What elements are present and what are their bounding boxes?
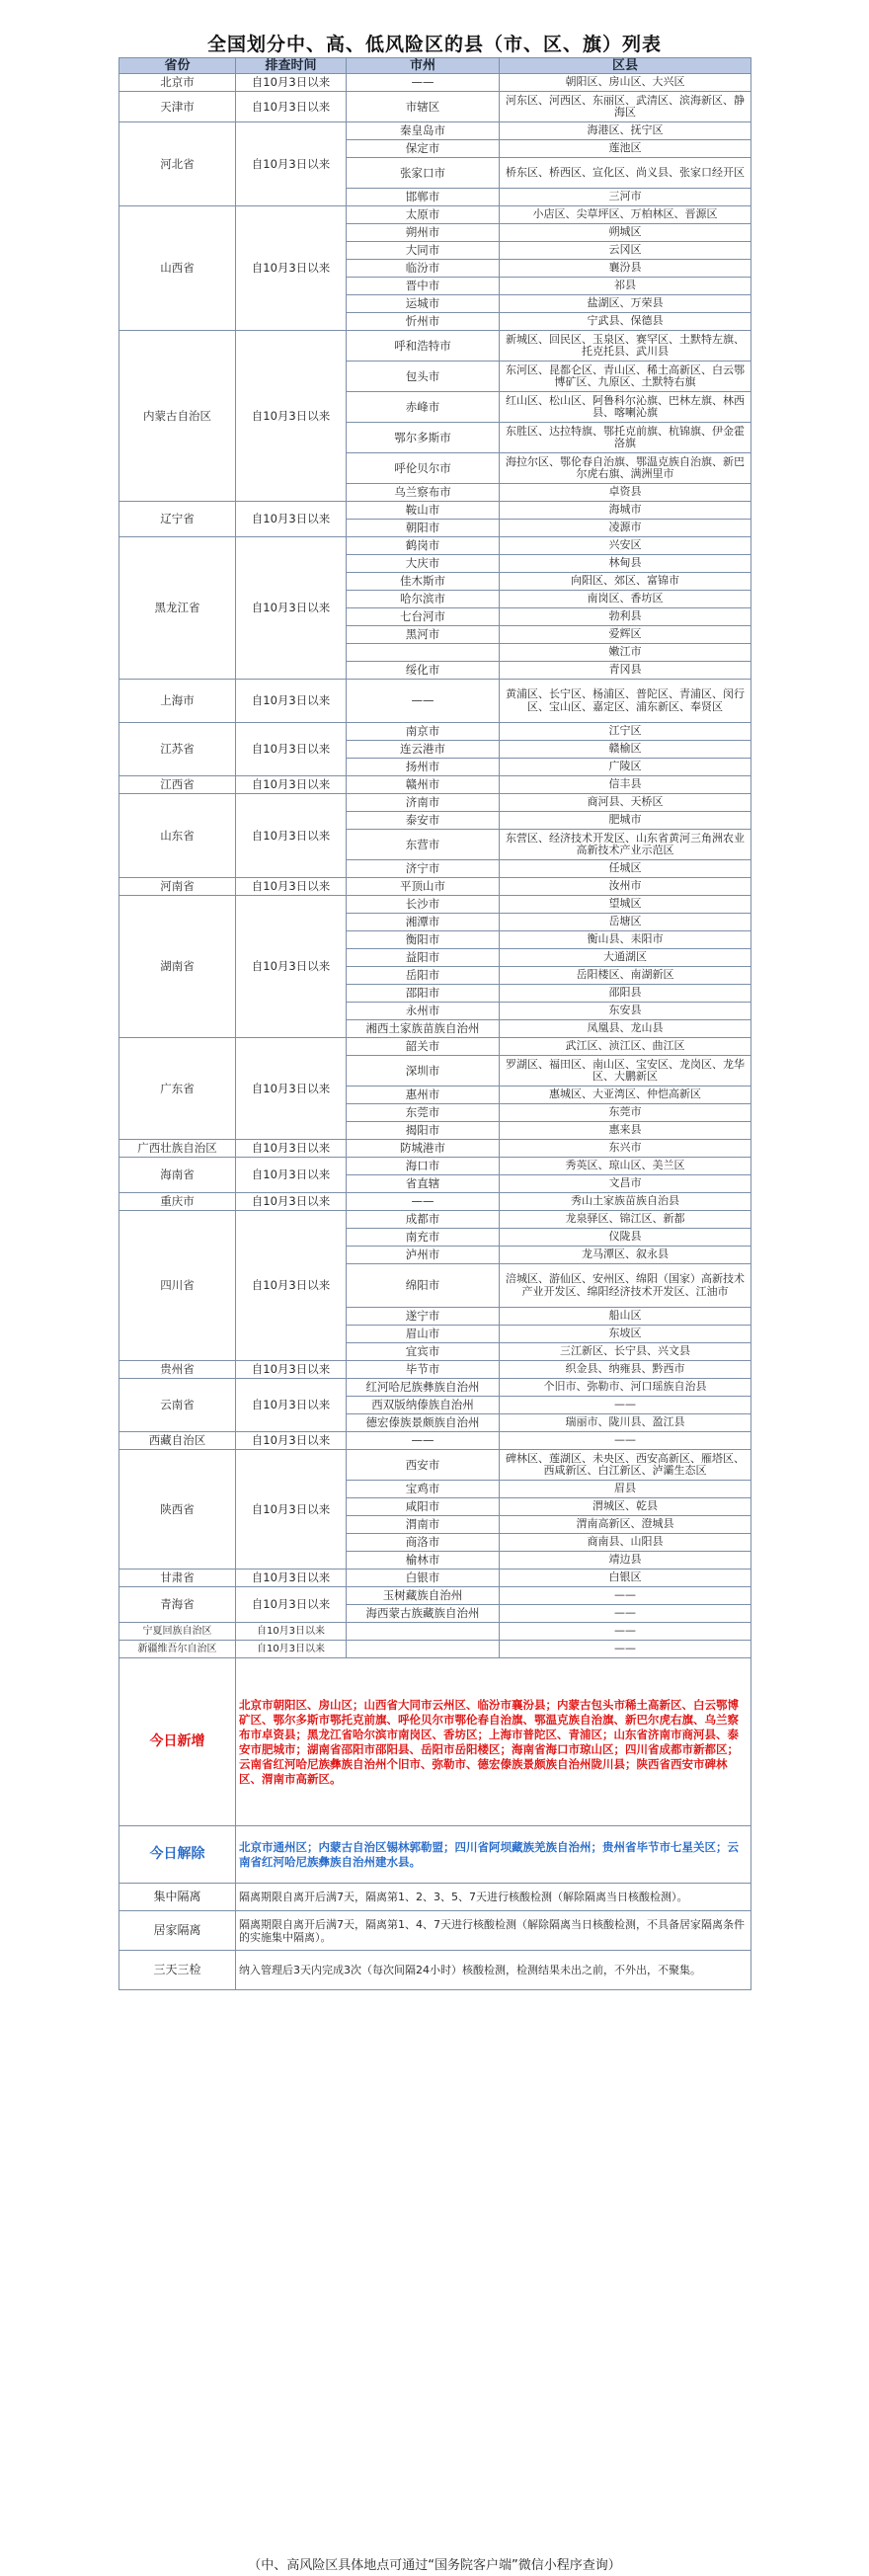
- city-cell: 泸州市: [347, 1247, 500, 1264]
- table-row: [119, 1193, 751, 1211]
- city-cell: 扬州市: [347, 759, 500, 776]
- table-row: [119, 502, 751, 520]
- city-cell: 赣州市: [347, 776, 500, 794]
- district-cell: 云冈区: [500, 242, 751, 260]
- province-cell: 山西省: [119, 206, 236, 331]
- table-row: [119, 776, 751, 794]
- city-cell: 宜宾市: [347, 1343, 500, 1361]
- district-cell: 东营区、经济技术开发区、山东省黄河三角洲农业高新技术产业示范区: [500, 830, 751, 860]
- province-cell: 内蒙古自治区: [119, 331, 236, 502]
- today-lift-row-text: 北京市通州区；内蒙古自治区锡林郭勒盟；四川省阿坝藏族羌族自治州；贵州省毕节市七星关区；云南省红河哈尼族彝族自治州建水县。: [236, 1826, 751, 1884]
- district-cell: 信丰县: [500, 776, 751, 794]
- city-cell: 泰安市: [347, 812, 500, 830]
- district-cell: 商河县、天桥区: [500, 794, 751, 812]
- city-cell: 韶关市: [347, 1038, 500, 1056]
- province-cell: 重庆市: [119, 1193, 236, 1211]
- district-cell: 朝阳区、房山区、大兴区: [500, 74, 751, 92]
- city-cell: 朔州市: [347, 224, 500, 242]
- district-cell: 祁县: [500, 278, 751, 295]
- time-cell: 自10月3日以来: [236, 1193, 347, 1211]
- measure-row-text: 纳入管理后3天内完成3次（每次间隔24小时）核酸检测，检测结果未出之前，不外出，不聚集。: [236, 1951, 751, 1990]
- table-row: [119, 1038, 751, 1056]
- city-cell: 南充市: [347, 1229, 500, 1247]
- district-cell: 个旧市、弥勒市、河口瑶族自治县: [500, 1379, 751, 1397]
- time-cell: 自10月3日以来: [236, 1211, 347, 1361]
- time-cell: 自10月3日以来: [236, 1158, 347, 1193]
- district-cell: ——: [500, 1623, 751, 1641]
- district-cell: 东坡区: [500, 1326, 751, 1343]
- district-cell: 赣榆区: [500, 741, 751, 759]
- city-cell: 朝阳市: [347, 520, 500, 537]
- table-row: [119, 1140, 751, 1158]
- district-cell: 商南县、山阳县: [500, 1534, 751, 1552]
- table-row: [119, 680, 751, 723]
- time-cell: 自10月3日以来: [236, 794, 347, 878]
- province-cell: 云南省: [119, 1379, 236, 1432]
- city-cell: 呼伦贝尔市: [347, 453, 500, 484]
- time-cell: 自10月3日以来: [236, 92, 347, 122]
- district-cell: 文昌市: [500, 1175, 751, 1193]
- city-cell: 湘西土家族苗族自治州: [347, 1020, 500, 1038]
- city-cell: 惠州市: [347, 1087, 500, 1104]
- table-row: [119, 878, 751, 896]
- header-row: [119, 58, 751, 74]
- district-cell: 东莞市: [500, 1104, 751, 1122]
- district-cell: 仪陇县: [500, 1229, 751, 1247]
- time-cell: 自10月3日以来: [236, 1641, 347, 1658]
- city-cell: 保定市: [347, 140, 500, 158]
- time-cell: 自10月3日以来: [236, 896, 347, 1038]
- page-title: 全国划分中、高、低风险区的县（市、区、旗）列表: [206, 34, 662, 55]
- city-cell: 绵阳市: [347, 1264, 500, 1308]
- district-cell: 南岗区、香坊区: [500, 591, 751, 608]
- city-cell: 秦皇岛市: [347, 122, 500, 140]
- district-cell: 秀山土家族苗族自治县: [500, 1193, 751, 1211]
- time-cell: 自10月3日以来: [236, 502, 347, 537]
- city-cell: 榆林市: [347, 1552, 500, 1570]
- time-cell: 自10月3日以来: [236, 1570, 347, 1587]
- province-cell: 河北省: [119, 122, 236, 206]
- district-cell: 嫩江市: [500, 644, 751, 662]
- city-cell: 乌兰察布市: [347, 484, 500, 502]
- city-cell: 黑河市: [347, 626, 500, 644]
- city-cell: 哈尔滨市: [347, 591, 500, 608]
- district-cell: ——: [500, 1432, 751, 1450]
- district-cell: 广陵区: [500, 759, 751, 776]
- city-cell: 深圳市: [347, 1056, 500, 1087]
- district-cell: 兴安区: [500, 537, 751, 555]
- district-cell: 罗湖区、福田区、南山区、宝安区、龙岗区、龙华区、大鹏新区: [500, 1056, 751, 1087]
- district-cell: 靖边县: [500, 1552, 751, 1570]
- city-cell: 晋中市: [347, 278, 500, 295]
- district-cell: 衡山县、耒阳市: [500, 931, 751, 949]
- district-cell: 襄汾县: [500, 260, 751, 278]
- time-cell: 自10月3日以来: [236, 1140, 347, 1158]
- city-cell: 济宁市: [347, 860, 500, 878]
- measure-row-label: 集中隔离: [119, 1884, 236, 1911]
- province-cell: 黑龙江省: [119, 537, 236, 680]
- city-cell: [347, 1623, 500, 1641]
- district-cell: 爱辉区: [500, 626, 751, 644]
- city-cell: 西双版纳傣族自治州: [347, 1397, 500, 1414]
- district-cell: 大通湖区: [500, 949, 751, 967]
- district-cell: 涪城区、游仙区、安州区、绵阳（国家）高新技术产业开发区、绵阳经济技术开发区、江油市: [500, 1264, 751, 1308]
- column-header: 区县: [500, 58, 751, 74]
- measure-row: [119, 1911, 751, 1951]
- province-cell: 海南省: [119, 1158, 236, 1193]
- city-cell: 连云港市: [347, 741, 500, 759]
- district-cell: 红山区、松山区、阿鲁科尔沁旗、巴林左旗、林西县、喀喇沁旗: [500, 392, 751, 423]
- table-row: [119, 92, 751, 122]
- province-cell: 天津市: [119, 92, 236, 122]
- table-body: [119, 74, 751, 1990]
- table-row: [119, 1158, 751, 1175]
- today-new-row-label: 今日新增: [119, 1658, 236, 1826]
- city-cell: ——: [347, 1432, 500, 1450]
- time-cell: 自10月3日以来: [236, 206, 347, 331]
- city-cell: 运城市: [347, 295, 500, 313]
- city-cell: 防城港市: [347, 1140, 500, 1158]
- district-cell: 新城区、回民区、玉泉区、赛罕区、土默特左旗、托克托县、武川县: [500, 331, 751, 362]
- province-cell: 江苏省: [119, 723, 236, 776]
- district-cell: 惠来县: [500, 1122, 751, 1140]
- city-cell: 邵阳市: [347, 985, 500, 1003]
- city-cell: 平顶山市: [347, 878, 500, 896]
- city-cell: 湘潭市: [347, 914, 500, 931]
- city-cell: 海西蒙古族藏族自治州: [347, 1605, 500, 1623]
- district-cell: 秀英区、琼山区、美兰区: [500, 1158, 751, 1175]
- district-cell: 河东区、河西区、东丽区、武清区、滨海新区、静海区: [500, 92, 751, 122]
- city-cell: 海口市: [347, 1158, 500, 1175]
- province-cell: 湖南省: [119, 896, 236, 1038]
- city-cell: 东莞市: [347, 1104, 500, 1122]
- city-cell: 呼和浩特市: [347, 331, 500, 362]
- district-cell: 三河市: [500, 189, 751, 206]
- city-cell: 大庆市: [347, 555, 500, 573]
- time-cell: 自10月3日以来: [236, 1623, 347, 1641]
- city-cell: 商洛市: [347, 1534, 500, 1552]
- table-row: [119, 1623, 751, 1641]
- column-header: 省份: [119, 58, 236, 74]
- time-cell: 自10月3日以来: [236, 1038, 347, 1140]
- city-cell: 益阳市: [347, 949, 500, 967]
- measure-row-text: 隔离期限自离开后满7天，隔离第1、4、7天进行核酸检测（解除隔离当日核酸检测，不具备居家隔离条件的实施集中隔离）。: [236, 1911, 751, 1951]
- province-cell: 河南省: [119, 878, 236, 896]
- city-cell: 大同市: [347, 242, 500, 260]
- district-cell: 凤凰县、龙山县: [500, 1020, 751, 1038]
- district-cell: 织金县、纳雍县、黔西市: [500, 1361, 751, 1379]
- city-cell: 太原市: [347, 206, 500, 224]
- city-cell: 遂宁市: [347, 1308, 500, 1326]
- table-row: [119, 1361, 751, 1379]
- city-cell: 宝鸡市: [347, 1481, 500, 1498]
- city-cell: 东营市: [347, 830, 500, 860]
- district-cell: 白银区: [500, 1570, 751, 1587]
- district-cell: 船山区: [500, 1308, 751, 1326]
- district-cell: 小店区、尖草坪区、万柏林区、晋源区: [500, 206, 751, 224]
- province-cell: 山东省: [119, 794, 236, 878]
- city-cell: ——: [347, 74, 500, 92]
- city-cell: 包头市: [347, 362, 500, 392]
- today-new-row: [119, 1658, 751, 1826]
- city-cell: 市辖区: [347, 92, 500, 122]
- district-cell: 龙泉驿区、锦江区、新都: [500, 1211, 751, 1229]
- district-cell: 渭南高新区、澄城县: [500, 1516, 751, 1534]
- city-cell: 绥化市: [347, 662, 500, 680]
- city-cell: 长沙市: [347, 896, 500, 914]
- province-cell: 上海市: [119, 680, 236, 723]
- district-cell: ——: [500, 1587, 751, 1605]
- time-cell: 自10月3日以来: [236, 1587, 347, 1623]
- city-cell: 七台河市: [347, 608, 500, 626]
- district-cell: 瑞丽市、陇川县、盈江县: [500, 1414, 751, 1432]
- district-cell: 朔城区: [500, 224, 751, 242]
- table-row: [119, 1450, 751, 1481]
- time-cell: 自10月3日以来: [236, 1450, 347, 1570]
- city-cell: 西安市: [347, 1450, 500, 1481]
- city-cell: 省直辖: [347, 1175, 500, 1193]
- city-cell: 临汾市: [347, 260, 500, 278]
- district-cell: 海城市: [500, 502, 751, 520]
- time-cell: 自10月3日以来: [236, 122, 347, 206]
- city-cell: ——: [347, 1193, 500, 1211]
- measure-row-label: 居家隔离: [119, 1911, 236, 1951]
- district-cell: 桥东区、桥西区、宣化区、尚义县、张家口经开区: [500, 158, 751, 189]
- table-row: [119, 1211, 751, 1229]
- city-cell: 张家口市: [347, 158, 500, 189]
- time-cell: 自10月3日以来: [236, 331, 347, 502]
- district-cell: 卓资县: [500, 484, 751, 502]
- table-row: [119, 331, 751, 362]
- table-row: [119, 1641, 751, 1658]
- district-cell: 海拉尔区、鄂伦春自治旗、鄂温克族自治旗、新巴尔虎右旗、满洲里市: [500, 453, 751, 484]
- district-cell: 龙马潭区、叙永县: [500, 1247, 751, 1264]
- province-cell: 北京市: [119, 74, 236, 92]
- city-cell: 红河哈尼族彝族自治州: [347, 1379, 500, 1397]
- table-row: [119, 122, 751, 140]
- city-cell: 衡阳市: [347, 931, 500, 949]
- district-cell: 东河区、昆都仑区、青山区、稀土高新区、白云鄂博矿区、九原区、土默特右旗: [500, 362, 751, 392]
- time-cell: 自10月3日以来: [236, 723, 347, 776]
- district-cell: 宁武县、保德县: [500, 313, 751, 331]
- city-cell: 成都市: [347, 1211, 500, 1229]
- province-cell: 辽宁省: [119, 502, 236, 537]
- city-cell: 德宏傣族景颇族自治州: [347, 1414, 500, 1432]
- table-row: [119, 1587, 751, 1605]
- time-cell: 自10月3日以来: [236, 680, 347, 723]
- district-cell: 汝州市: [500, 878, 751, 896]
- province-cell: 西藏自治区: [119, 1432, 236, 1450]
- table-row: [119, 537, 751, 555]
- province-cell: 青海省: [119, 1587, 236, 1623]
- district-cell: 肥城市: [500, 812, 751, 830]
- district-cell: 黄浦区、长宁区、杨浦区、普陀区、青浦区、闵行区、宝山区、嘉定区、浦东新区、奉贤区: [500, 680, 751, 723]
- table-row: [119, 1432, 751, 1450]
- district-cell: 东安县: [500, 1003, 751, 1020]
- measure-row-text: 隔离期限自离开后满7天，隔离第1、2、3、5、7天进行核酸检测（解除隔离当日核酸检测）。: [236, 1884, 751, 1911]
- district-cell: 惠城区、大亚湾区、仲恺高新区: [500, 1087, 751, 1104]
- province-cell: 广东省: [119, 1038, 236, 1140]
- city-cell: 毕节市: [347, 1361, 500, 1379]
- district-cell: 海港区、抚宁区: [500, 122, 751, 140]
- table-row: [119, 794, 751, 812]
- city-cell: 玉树藏族自治州: [347, 1587, 500, 1605]
- city-cell: 永州市: [347, 1003, 500, 1020]
- province-cell: 宁夏回族自治区: [119, 1623, 236, 1641]
- district-cell: 东兴市: [500, 1140, 751, 1158]
- district-cell: ——: [500, 1397, 751, 1414]
- district-cell: 任城区: [500, 860, 751, 878]
- table-header: [119, 58, 751, 74]
- province-cell: 四川省: [119, 1211, 236, 1361]
- column-header: 排查时间: [236, 58, 347, 74]
- district-cell: 渭城区、乾县: [500, 1498, 751, 1516]
- measure-row: [119, 1884, 751, 1911]
- city-cell: 鹤岗市: [347, 537, 500, 555]
- province-cell: 新疆维吾尔自治区: [119, 1641, 236, 1658]
- city-cell: 渭南市: [347, 1516, 500, 1534]
- city-cell: [347, 1641, 500, 1658]
- province-cell: 陕西省: [119, 1450, 236, 1570]
- measure-row-label: 三天三检: [119, 1951, 236, 1990]
- city-cell: 岳阳市: [347, 967, 500, 985]
- today-lift-row: [119, 1826, 751, 1884]
- district-cell: 邵阳县: [500, 985, 751, 1003]
- province-cell: 贵州省: [119, 1361, 236, 1379]
- district-cell: 向阳区、郊区、富锦市: [500, 573, 751, 591]
- table-row: [119, 206, 751, 224]
- district-cell: 凌源市: [500, 520, 751, 537]
- district-cell: 勃利县: [500, 608, 751, 626]
- district-cell: 眉县: [500, 1481, 751, 1498]
- district-cell: 莲池区: [500, 140, 751, 158]
- city-cell: 白银市: [347, 1570, 500, 1587]
- district-cell: 望城区: [500, 896, 751, 914]
- city-cell: 济南市: [347, 794, 500, 812]
- district-cell: 青冈县: [500, 662, 751, 680]
- time-cell: 自10月3日以来: [236, 1432, 347, 1450]
- city-cell: 鄂尔多斯市: [347, 423, 500, 453]
- city-cell: 佳木斯市: [347, 573, 500, 591]
- district-cell: ——: [500, 1641, 751, 1658]
- district-cell: 武江区、浈江区、曲江区: [500, 1038, 751, 1056]
- city-cell: ——: [347, 680, 500, 723]
- province-cell: 江西省: [119, 776, 236, 794]
- city-cell: 南京市: [347, 723, 500, 741]
- province-cell: 甘肃省: [119, 1570, 236, 1587]
- risk-area-table: [118, 57, 751, 1990]
- table-row: [119, 723, 751, 741]
- district-cell: 江宁区: [500, 723, 751, 741]
- time-cell: 自10月3日以来: [236, 74, 347, 92]
- district-cell: 碑林区、莲湖区、未央区、西安高新区、雁塔区、西咸新区、白江新区、泸灞生态区: [500, 1450, 751, 1481]
- time-cell: 自10月3日以来: [236, 1379, 347, 1432]
- table-row: [119, 1379, 751, 1397]
- table-row: [119, 896, 751, 914]
- city-cell: [347, 644, 500, 662]
- district-cell: 林甸县: [500, 555, 751, 573]
- city-cell: 邯郸市: [347, 189, 500, 206]
- city-cell: 忻州市: [347, 313, 500, 331]
- table-row: [119, 1570, 751, 1587]
- city-cell: 鞍山市: [347, 502, 500, 520]
- district-cell: 三江新区、长宁县、兴文县: [500, 1343, 751, 1361]
- footnote: （中、高风险区具体地点可通过“国务院客户端”微信小程序查询）: [248, 2558, 621, 2573]
- city-cell: 咸阳市: [347, 1498, 500, 1516]
- city-cell: 赤峰市: [347, 392, 500, 423]
- district-cell: 东胜区、达拉特旗、鄂托克前旗、杭锦旗、伊金霍洛旗: [500, 423, 751, 453]
- time-cell: 自10月3日以来: [236, 1361, 347, 1379]
- today-lift-row-label: 今日解除: [119, 1826, 236, 1884]
- district-cell: ——: [500, 1605, 751, 1623]
- province-cell: 广西壮族自治区: [119, 1140, 236, 1158]
- time-cell: 自10月3日以来: [236, 537, 347, 680]
- today-new-row-text: 北京市朝阳区、房山区；山西省大同市云州区、临汾市襄汾县；内蒙古包头市稀土高新区、白云鄂博矿区、鄂尔多斯市鄂托克前旗、呼伦贝尔市鄂伦春自治旗、鄂温克族自治旗、新巴尔虎右旗、乌兰察布市卓资县；黑龙江省哈尔滨市南岗区、香坊区；上海市普陀区、青浦区；山东省济南市商河县、泰安市肥城市；湖南省邵阳市邵阳县、岳阳市岳阳楼区；海南省海口市琼山区；四川省成都市新都区；云南省红河哈尼族彝族自治州个旧市、弥勒市、德宏傣族景颇族自治州陇川县；陕西省西安市碑林区、渭南市高新区。: [236, 1658, 751, 1826]
- time-cell: 自10月3日以来: [236, 878, 347, 896]
- measure-row: [119, 1951, 751, 1990]
- district-cell: 盐湖区、万荣县: [500, 295, 751, 313]
- table-row: [119, 74, 751, 92]
- district-cell: 岳阳楼区、南湖新区: [500, 967, 751, 985]
- column-header: 市州: [347, 58, 500, 74]
- district-cell: 岳塘区: [500, 914, 751, 931]
- city-cell: 揭阳市: [347, 1122, 500, 1140]
- city-cell: 眉山市: [347, 1326, 500, 1343]
- time-cell: 自10月3日以来: [236, 776, 347, 794]
